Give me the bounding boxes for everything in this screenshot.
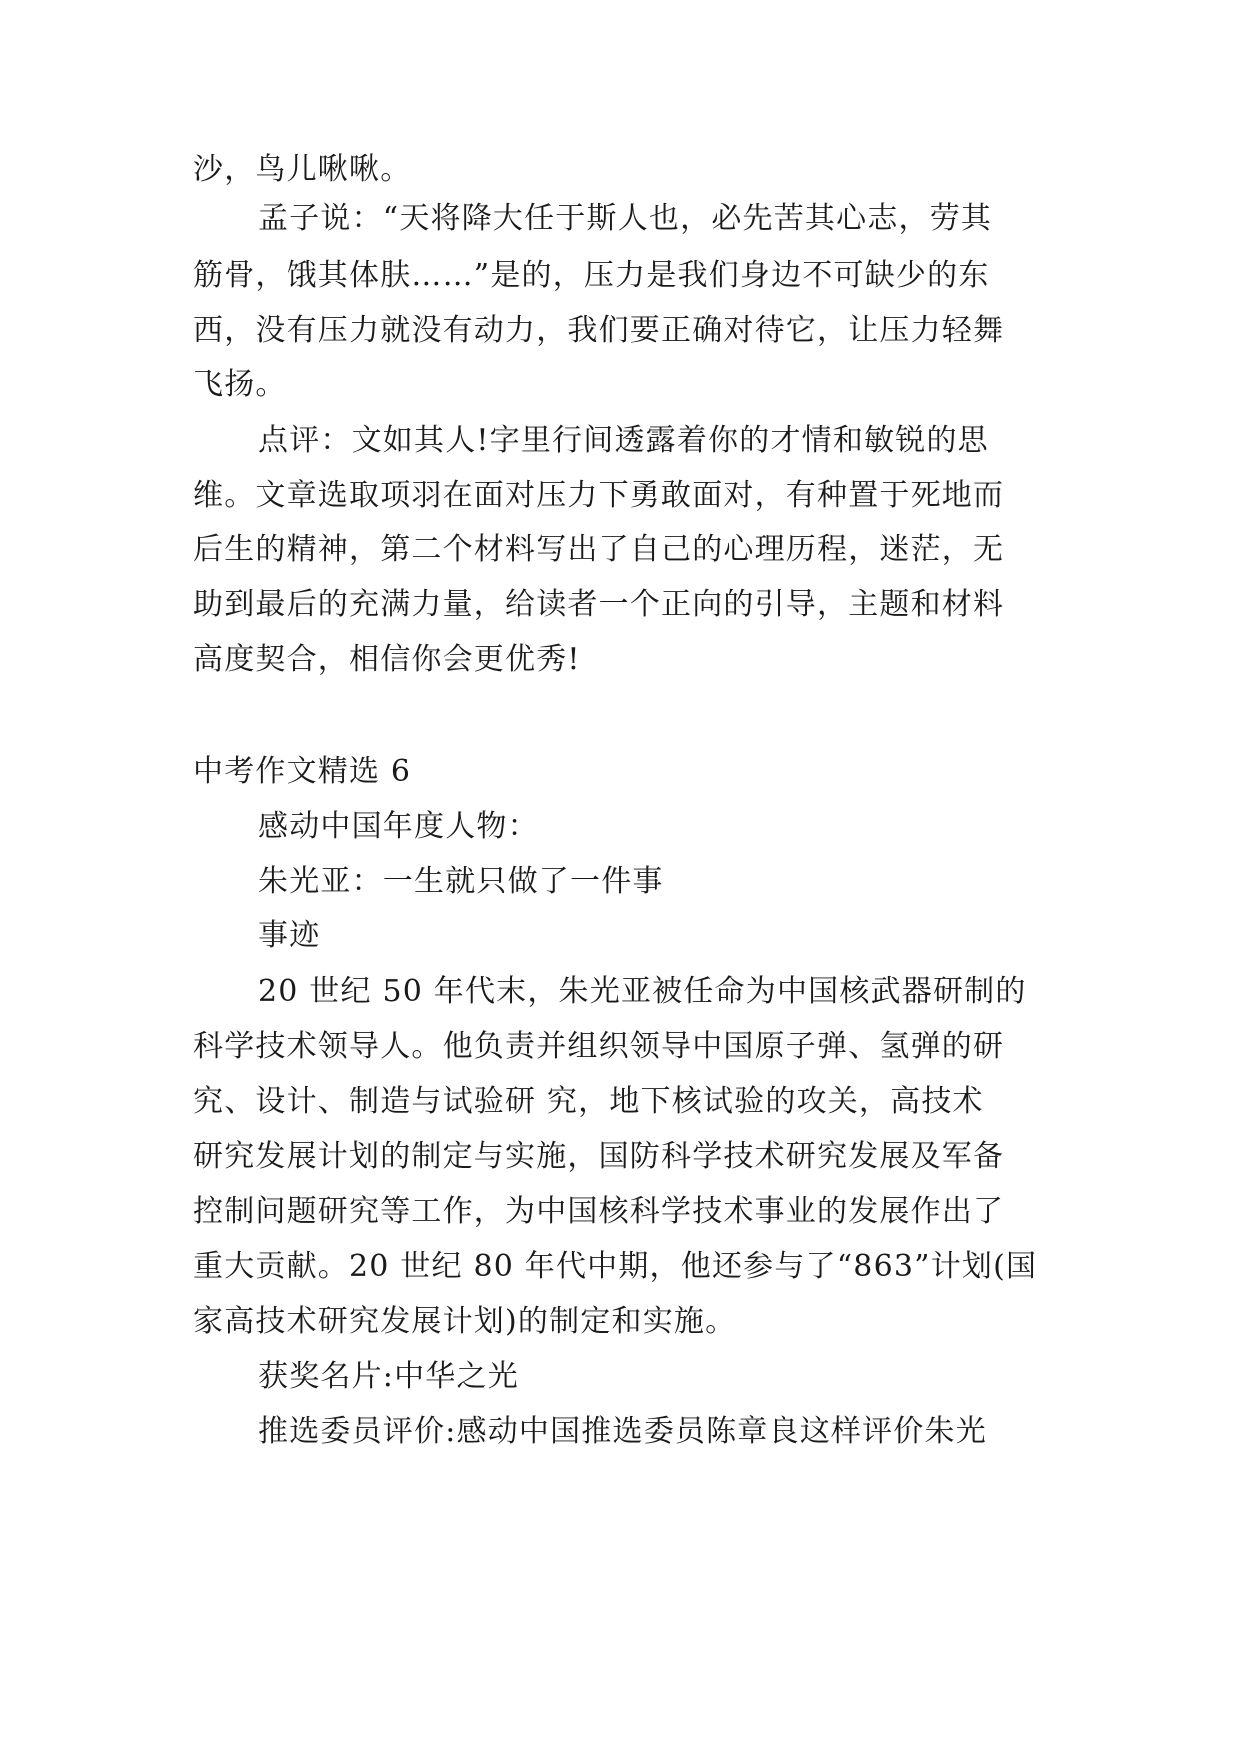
subheading-line: 事迹 [258,918,321,953]
review-line: 推选委员评价:感动中国推选委员陈章良这样评价朱光 [258,1414,987,1449]
paragraph-line: 西，没有压力就没有动力，我们要正确对待它，让压力轻舞 [193,313,1005,348]
comment-line: 后生的精神，第二个材料写出了自己的心理历程，迷茫，无 [193,532,1005,567]
section-heading: 中考作文精选 6 [193,754,412,789]
award-line: 获奖名片:中华之光 [258,1359,519,1394]
paragraph-line: 研究发展计划的制定与实施，国防科学技术研究发展及军备 [193,1139,1005,1174]
paragraph-line: 筋骨，饿其体肤……”是的，压力是我们身边不可缺少的东 [193,258,990,293]
subheading-line: 感动中国年度人物： [258,809,539,844]
paragraph-line: 家高技术研究发展计划)的制定和实施。 [193,1304,737,1339]
paragraph-line: 重大贡献。20 世纪 80 年代中期，他还参与了“863”计划(国 [193,1249,1038,1284]
comment-line: 点评：文如其人!字里行间透露着你的才情和敏锐的思 [258,423,989,458]
paragraph-line: 孟子说：“天将降大任于斯人也，必先苦其心志，劳其 [258,201,993,236]
paragraph-line: 20 世纪 50 年代末，朱光亚被任命为中国核武器研制的 [258,974,1027,1009]
paragraph-line: 究、设计、制造与试验研 究，地下核试验的攻关，高技术 [193,1084,984,1119]
paragraph-line: 控制问题研究等工作，为中国核科学技术事业的发展作出了 [193,1194,1005,1229]
comment-line: 助到最后的充满力量，给读者一个正向的引导，主题和材料 [193,587,1005,622]
paragraph-line: 飞扬。 [193,367,287,402]
comment-line: 维。文章选取项羽在面对压力下勇敢面对，有种置于死地而 [193,478,1005,513]
paragraph-line: 沙，鸟儿啾啾。 [193,152,412,187]
paragraph-line: 科学技术领导人。他负责并组织领导中国原子弹、氢弹的研 [193,1029,1005,1064]
subheading-line: 朱光亚：一生就只做了一件事 [258,864,664,899]
comment-line: 高度契合，相信你会更优秀! [193,642,581,677]
